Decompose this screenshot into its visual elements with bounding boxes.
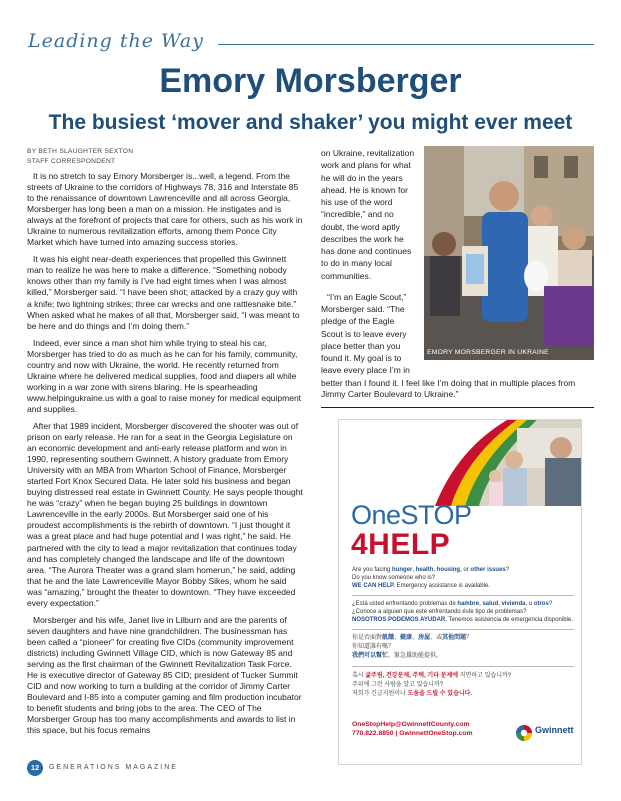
article-headline: Emory Morsberger xyxy=(159,62,462,100)
article-right-column xyxy=(321,147,417,386)
article-paragraph: on Ukraine, revitalization work and plans for what he will do in the years ahead. He is known for his use of the word “incredible,” and no doubt, the word aptly describes the work he has done and continues to do in many local communities. xyxy=(321,148,415,281)
ad-korean-text: 혹시 굶주림, 건강문제, 주택, 기타 문제에 직면하고 있습니까? 주위에 그런 사람을 알고 있습니까? 저희가 긴급지원이나 도움을 드릴 수 있습니다. xyxy=(352,673,512,697)
section-heading: Leading the Way xyxy=(28,30,204,52)
article-subhead: The busiest ‘mover and shaker’ you might ever meet xyxy=(48,111,573,134)
article-paragraph: “I’m an Eagle Scout,” Morsberger said. “The pledge of the Eagle Scout is to leave every place better than you found it. My goal is to leave every place I’m in xyxy=(321,291,410,376)
ad-brand-onestop: OneSTOP xyxy=(351,500,472,530)
section-rule xyxy=(218,44,594,45)
ad-rule xyxy=(352,629,574,630)
byline-author: BY BETH SLAUGHTER SEXTON xyxy=(27,148,134,155)
article-paragraph: It was his eight near-death experiences that propelled this Gwinnett man to realize he was here to make a difference. “Something nobody knows other than my family is I’ve had eight times when I was almost killed,” Morsberger said. “I have been shot; attacked by a crazy guy with a knife; two lightning strikes; three car wrecks and one rattlesnake bite.” When asked what he makes of all that, Morsberger said, “I was meant to be here and do things and I’m doing them.” xyxy=(27,254,300,331)
ad-english-text: Are you facing hunger, health, housing, or other issues? Do you know someone who is? WE CAN HELP. Emergency assistance is available. xyxy=(352,567,510,589)
article-paragraph-continued: better than I found it. I feel like I’m doing that in multiple places from Jimmy Carter Boulevard to Ukraine.” xyxy=(321,378,576,400)
publication-name: GENERATIONS MAGAZINE xyxy=(49,764,178,771)
article-paragraph: Indeed, ever since a man shot him while trying to steal his car, Morsberger has tried to do as much as he can for his family, community, country and now with Ukraine, the world. He recently returned from Ukraine where he delivered medical supplies, food and diapers all while working in a war zone with sirens blaring. He is spearheading www.helpingukraine.us with a goal to raise money for medical equipment and supplies. xyxy=(27,337,302,414)
byline-role: STAFF CORRESPONDENT xyxy=(27,157,116,165)
ad-contact xyxy=(352,720,473,738)
family-photo-illustration xyxy=(339,420,582,506)
ad-spanish-text: ¿Está usted enfrentando problemas de hambre, salud, vivienda, u otros? ¿Conoce a alguien que esté enfrentando éste tipo de problemas? NOSOTROS PODEMOS AYUDAR. Tenemos asistencia de emergencia disponible. xyxy=(352,601,573,623)
page-number: 12 xyxy=(27,760,43,776)
ad-phone-website[interactable]: 770.822.8850 | GwinnettOneStop.com xyxy=(352,730,473,737)
article-paragraph: It is no stretch to say Emory Morsberger is...well, a legend. From the streets of Ukraine to the corridors of Highways 78, 316 and Interstate 85 to the renaissance of downtown Lawrenceville and all across Georgia, Morsberger has long been a man on a mission. He instigates and is always at the forefront of projects that care for others, such as his work in Ukraine to numerous revitalization efforts, among them Ponce City Market which have turned into amazing success stories. xyxy=(27,171,303,248)
ad-photo xyxy=(339,420,582,506)
ad-rule xyxy=(352,666,574,667)
photo-caption: EMORY MORSBERGER IN UKRAINE xyxy=(427,349,549,356)
crowd-photo-illustration xyxy=(424,146,594,360)
ad-chinese-text: 你是否面對飢餓、健康、房屋、或其他問題？ 你知道誰有嗎？ 我們可以幫忙。緊急援助能提供。 xyxy=(352,635,473,659)
article-left-column xyxy=(27,171,303,742)
column-divider xyxy=(321,407,594,408)
article-paragraph: After that 1989 incident, Morsberger discovered the shooter was out of prison on early release. He ran for a seat in the Georgia Legislature on an economic development and anti-early release platform and won in 1990, representing southern Gwinnett. A history graduate from Emory University with an MBA from Wharton School of Finance, Morsberger started Fort Knox Secured Data. He later sold his business and began buying distressed real estate in Gwinnett County. He says people thought he was “crazy” when he began buying 25 buildings in downtown Lawrenceville in the early 2000s. But Morsberger said one of his proudest accomplishments is the rebirth of downtown. “I just thought it was a great place and had huge potential and I was right,” he said. He partnered with the city to lead a major revitalization that continues today and has completely changed the landscape and life of the downtown area. “The Aurora Theater was a grand slam homerun,” he said, adding that he and the late Lawrenceville Mayor Bobby Sikes, whom he said was “amazing,” brought the theater to downtown. “They have exceeded every expectation.” xyxy=(27,420,303,608)
ad-brand-4help: 4HELP xyxy=(351,528,451,561)
article-photo xyxy=(424,146,594,360)
gwinnett-logo-text: Gwinnett xyxy=(535,725,574,735)
ad-email-link[interactable]: OneStopHelp@GwinnettCounty.com xyxy=(352,721,470,728)
ad-rule xyxy=(352,595,574,596)
onestop-advertisement xyxy=(338,419,582,765)
article-paragraph: Morsberger and his wife, Janet live in Lilburn and are the parents of seven daughters and have nine grandchildren. The businessman has been called a “pioneer” for creating five CIDs (community improvement districts) including Gwinnett Village CID, which is now Gateway 85 and serving as the first chairman of the Gwinnett Revitalization Task Force. He is executive director of Gateway 85 CID; president of Tucker Summit CID and now working to turn a building at the corridor of Jimmy Carter Boulevard and I-85 into a computer gaming and film production incubator to benefit students and bring jobs to the area. The CEO of The Morsberger Group has too many accomplishments and awards to list in this space, but his focus remains xyxy=(27,614,302,736)
byline xyxy=(27,147,133,166)
